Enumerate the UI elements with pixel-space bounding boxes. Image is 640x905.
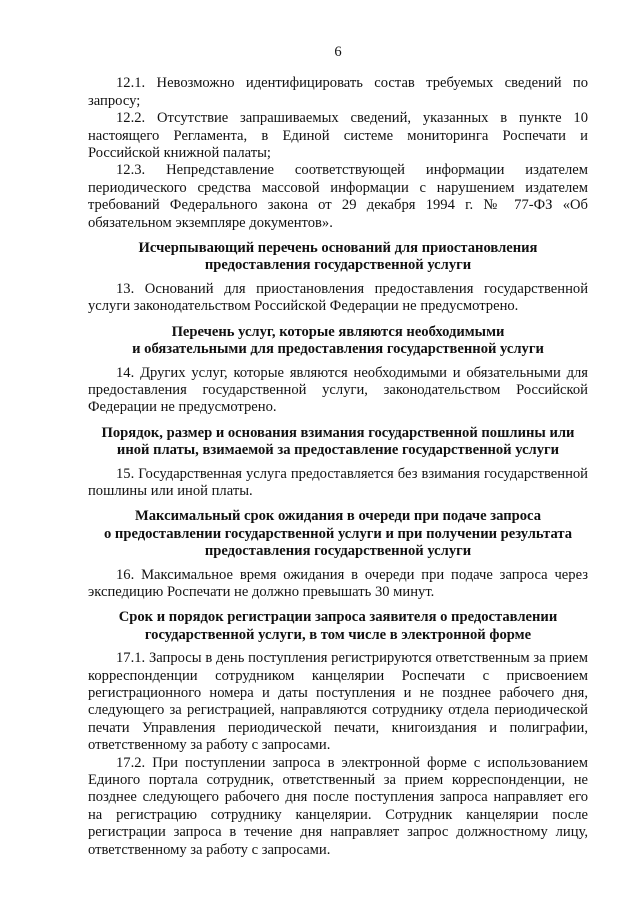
- section-required-services: [88, 324, 588, 417]
- paragraph: 12.2. Отсутствие запрашиваемых сведений, указанных в пункте 10 настоящего Регламента, в Единой системе мониторинга Роспечати и Российской книжной палаты;: [88, 110, 588, 162]
- paragraph: 15. Государственная услуга предоставляется без взимания государственной пошлины или иной платы.: [88, 465, 588, 499]
- heading-line: предоставления государственной услуги: [204, 257, 472, 274]
- section-heading: [88, 425, 588, 460]
- heading-line: Срок и порядок регистрации запроса заявителя о предоставлении: [118, 609, 558, 626]
- section-heading: [88, 240, 588, 275]
- heading-line: иной платы, взимаемой за предоставление государственной услуги: [116, 442, 560, 459]
- section-refusal-grounds: [88, 75, 588, 232]
- section-request-registration: [88, 609, 588, 859]
- heading-line: Порядок, размер и основания взимания государственной пошлины или: [101, 424, 575, 441]
- heading-line: Максимальный срок ожидания в очереди при подаче запроса: [134, 508, 541, 525]
- section-suspension-grounds: [88, 240, 588, 316]
- section-state-fee: [88, 425, 588, 501]
- paragraph: 14. Других услуг, которые являются необходимыми и обязательными для предоставления государственной услуги, законодательством Российской Федерации не предусмотрено.: [88, 364, 588, 416]
- heading-line: и обязательными для предоставления государственной услуги: [132, 341, 544, 358]
- heading-line: Исчерпывающий перечень оснований для приостановления: [138, 240, 538, 257]
- heading-line: государственной услуги, в том числе в электронной форме: [144, 626, 532, 643]
- heading-line: Перечень услуг, которые являются необходимыми: [171, 323, 505, 340]
- paragraph: 12.1. Невозможно идентифицировать состав требуемых сведений по запросу;: [88, 75, 588, 109]
- section-queue-waiting-time: [88, 508, 588, 601]
- section-heading: [88, 324, 588, 359]
- paragraph: 17.1. Запросы в день поступления регистрируются ответственным за прием корреспонденции сотрудником канцелярии Роспечати с присвоением регистрационного номера и даты поступления и не позднее рабочего дня, следующего за регистрацией, направляются сотруднику отдела периодической печати Управления периодической печати, книгоиздания и полиграфии, ответственному за работу с запросами.: [88, 650, 588, 754]
- paragraph: 17.2. При поступлении запроса в электронной форме с использованием Единого портала сотрудник, ответственный за прием корреспонденции, не позднее следующего рабочего дня после поступления запроса направляет его на регистрацию сотруднику канцелярии. Сотрудник канцелярии после регистрации запроса в течение дня направляет запрос должностному лицу, ответственному за работу с запросами.: [88, 754, 588, 858]
- paragraph: 13. Оснований для приостановления предоставления государственной услуги законодательством Российской Федерации не предусмотрено.: [88, 280, 588, 315]
- page-number: 6: [334, 44, 342, 60]
- heading-line: предоставления государственной услуги: [204, 543, 472, 560]
- heading-line: о предоставлении государственной услуги и при получении результата: [103, 525, 573, 542]
- paragraph: 16. Максимальное время ожидания в очереди при подаче запроса через экспедицию Роспечати не должно превышать 30 минут.: [88, 566, 588, 600]
- section-heading: [88, 609, 588, 644]
- paragraph: 12.3. Непредставление соответствующей информации издателем периодического средства массовой информации с нарушением издателем требований Федерального закона от 29 декабря 1994 г. № 77-ФЗ «Об обязательном экземпляре документов».: [88, 162, 588, 231]
- section-heading: [88, 508, 588, 560]
